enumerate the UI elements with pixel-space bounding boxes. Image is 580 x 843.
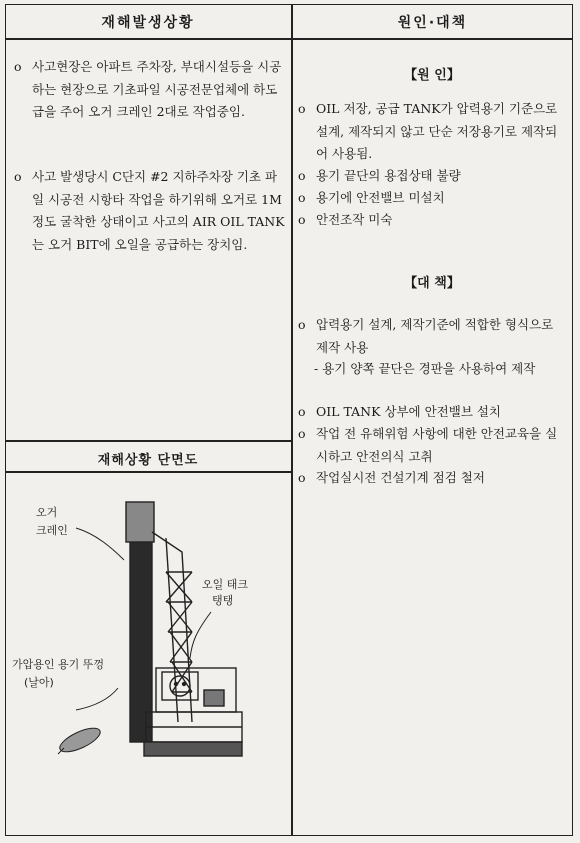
- bullet: o: [298, 212, 306, 227]
- cause-item-2: [298, 165, 568, 188]
- right-header: 원인·대책: [397, 15, 468, 31]
- measure-title: 【대 책】: [404, 276, 460, 291]
- diagram-header: 재해상황 단면도: [97, 453, 199, 468]
- bullet: o: [298, 426, 306, 441]
- cause-text-4: 안전조작 미숙: [316, 212, 393, 227]
- label-lid-2: (날아): [24, 676, 54, 689]
- label-auger-crane-1: 오거: [36, 506, 58, 519]
- cause-item-3: [298, 187, 568, 210]
- bullet: o: [298, 317, 306, 332]
- situation-text-2: 사고 발생당시 C단지 #2 지하주차장 기초 파일 시공전 시항타 작업을 하기위해 오거로 1M 정도 굴착한 상태이고 사고의 AIR OIL TANK는 오거 BIT에 오일을 공급하는 장치임.: [32, 169, 285, 252]
- cause-item-1: [298, 98, 568, 166]
- bullet: o: [298, 470, 306, 485]
- measure-item-2: [298, 401, 568, 424]
- cause-text-1: OIL 저장, 공급 TANK가 압력용기 기준으로 설계, 제작되지 않고 단순 저장용기로 제작되어 사용됨.: [316, 101, 558, 161]
- situation-item-2: [14, 166, 286, 256]
- bullet: o: [298, 404, 306, 419]
- label-lid-1: 가압용인 용기 뚜껑: [12, 658, 105, 671]
- column-divider: [291, 4, 293, 836]
- situation-text-1: 사고현장은 아파트 주차장, 부대시설등을 시공하는 현장으로 기초파일 시공전문업체에 하도급을 주어 오거 크레인 2대로 작업중임.: [32, 59, 282, 119]
- cause-text-2: 용기 끝단의 용접상태 불량: [316, 168, 461, 183]
- diagram-top-rule: [5, 440, 292, 442]
- measure-subtext: - 용기 양쪽 끝단은 경판을 사용하여 제작: [314, 361, 536, 376]
- cause-text-3: 용기에 안전밸브 미설치: [316, 190, 445, 205]
- measure-text-1: 압력용기 설계, 제작기준에 적합한 형식으로 제작 사용: [316, 317, 554, 355]
- accident-cross-section-diagram: [6, 472, 290, 834]
- bullet: o: [14, 59, 22, 74]
- measure-item-1: [298, 314, 568, 359]
- label-auger-crane-2: 크레인: [36, 524, 68, 537]
- cause-item-4: [298, 209, 568, 232]
- measure-subitem: [312, 358, 570, 381]
- cause-title: 【원 인】: [404, 68, 460, 83]
- measure-item-4: [298, 467, 568, 490]
- measure-text-2: OIL TANK 상부에 안전밸브 설치: [316, 404, 502, 419]
- measure-text-3: 작업 전 유해위험 사항에 대한 안전교육을 실시하고 안전의식 고취: [316, 426, 558, 464]
- bullet: o: [298, 101, 306, 116]
- bullet: o: [14, 169, 22, 184]
- measure-text-4: 작업실시전 건설기계 점검 철저: [316, 470, 485, 485]
- label-oil-tank-1: 오일 태크: [202, 578, 249, 591]
- measure-item-3: [298, 423, 568, 468]
- header-rule: [5, 38, 573, 40]
- left-header: 재해발생상황: [101, 15, 195, 31]
- label-oil-tank-2: 탱탱: [212, 594, 234, 607]
- bullet: o: [298, 168, 306, 183]
- auger-crane-drawing: [126, 502, 242, 756]
- bullet: o: [298, 190, 306, 205]
- situation-item-1: [14, 56, 286, 124]
